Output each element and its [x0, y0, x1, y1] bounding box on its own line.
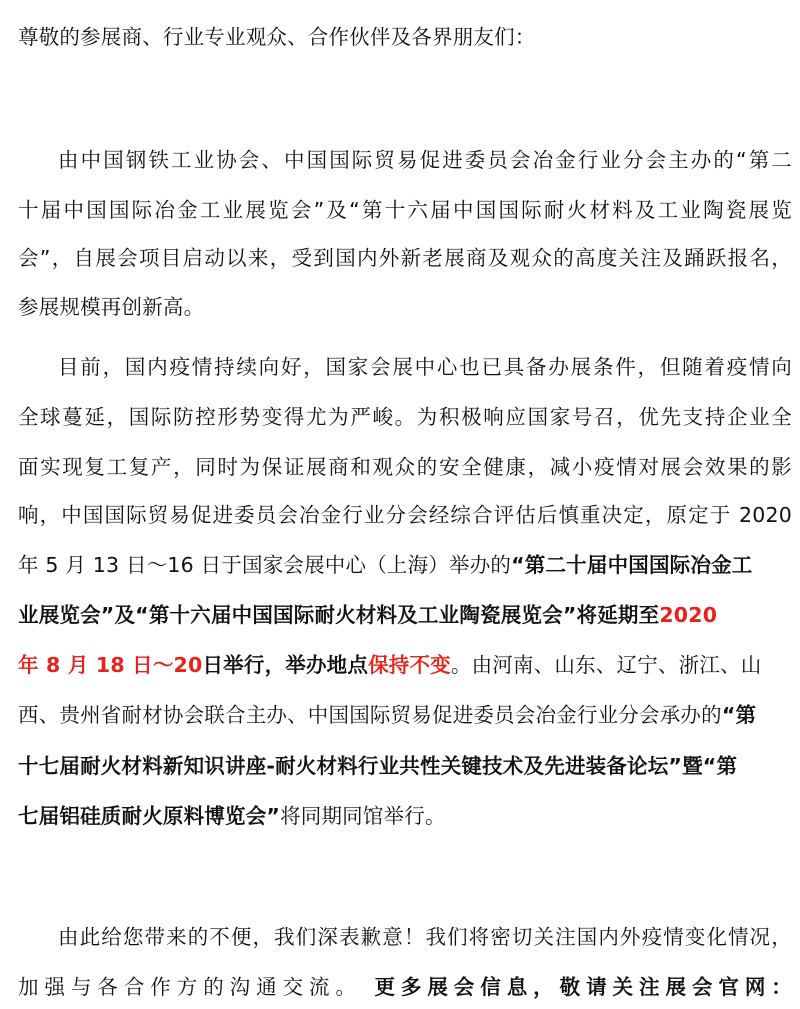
forum-name-bold-start: “第	[721, 703, 757, 727]
paragraph-3-line-2-text: 加强与各合作方的沟通交流。	[18, 975, 362, 999]
paragraph-3-line-2	[18, 972, 792, 1002]
paragraph-3-line-1: 由此给您带来的不便，我们深表歉意！我们将密切关注国内外疫情变化情况，	[58, 925, 792, 949]
new-date-highlight: 年 8 月 18 日～20	[18, 653, 203, 677]
paragraph-2-line-7	[18, 650, 792, 680]
location-unchanged-highlight: 保持不变	[368, 653, 451, 677]
paragraph-2-line-3: 面实现复工复产，同时为保证展商和观众的安全健康，减小疫情对展会效果的影	[18, 455, 792, 479]
paragraph-2-line-10	[18, 801, 792, 831]
paragraph-2-line-5	[18, 550, 792, 580]
paragraph-1-line-4: 参展规模再创新高。	[18, 295, 205, 319]
website-notice-bold: 更多展会信息，敬请关注展会官网：	[374, 975, 792, 999]
paragraph-2-line-8	[18, 700, 792, 730]
paragraph-1-line-3: 会”，自展会项目启动以来，受到国内外新老展商及观众的高度关注及踊跃报名，	[18, 246, 792, 270]
paragraph-1-line-1: 由中国钢铁工业协会、中国国际贸易促进委员会冶金行业分会主办的“第二	[58, 148, 792, 172]
held-location-bold: 日举行，举办地点	[202, 653, 369, 677]
paragraph-2-line-2: 全球蔓延，国际防控形势变得尤为严峻。为积极响应国家号召，优先支持企业全	[18, 405, 792, 429]
paragraph-1-line-2: 十届中国国际冶金工业展览会”及“第十六届中国国际耐火材料及工业陶瓷展览	[18, 198, 792, 222]
paragraph-2-line-5-text: 年 5 月 13 日～16 日于国家会展中心（上海）举办的	[18, 553, 512, 577]
paragraph-2-line-4: 响，中国国际贸易促进委员会冶金行业分会经综合评估后慎重决定，原定于 2020	[18, 503, 792, 527]
new-date-year-highlight: 2020	[659, 603, 718, 627]
exhibition-name-bold-continued: 业展览会”及“第十六届中国国际耐火材料及工业陶瓷展览会”将延期至	[18, 603, 660, 627]
expo-name-bold: 七届铝硅质耐火原料博览会”	[18, 804, 281, 828]
paragraph-2-line-7-text: 。由河南、山东、辽宁、浙江、山	[450, 653, 762, 677]
paragraph-2-line-8-text: 西、贵州省耐材协会联合主办、中国国际贸易促进委员会冶金行业分会承办的	[18, 703, 722, 727]
paragraph-2-line-6	[18, 600, 792, 630]
greeting: 尊敬的参展商、行业专业观众、合作伙伴及各界朋友们：	[18, 25, 536, 49]
paragraph-2-line-9: 十七届耐火材料新知识讲座-耐火材料行业共性关键技术及先进装备论坛”暨“第	[18, 754, 738, 778]
exhibition-name-bold: “第二十届中国国际冶金工	[511, 553, 753, 577]
paragraph-2-line-10-text: 将同期同馆举行。	[280, 804, 446, 828]
paragraph-2-line-1: 目前，国内疫情持续向好，国家会展中心也已具备办展条件，但随着疫情向	[58, 355, 792, 379]
